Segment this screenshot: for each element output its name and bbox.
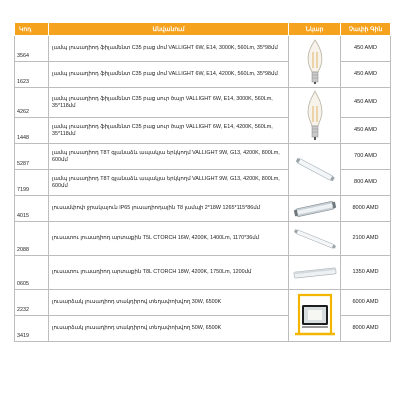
cell-code[interactable]: 7199 — [15, 170, 49, 196]
table-row[interactable] — [15, 290, 391, 316]
cell-name[interactable]: լամպ լուսադիոդ T8T գլանաձև ապակյա երկկողմ VALLIGHT 9W, G13, 4200K, 800Lm, 600մմ — [49, 144, 289, 170]
cell-price[interactable]: 6000 AMD — [341, 290, 391, 316]
cell-price[interactable]: 8000 AMD — [341, 196, 391, 222]
cell-name[interactable]: լուսամփոփ ջրակայուն IP65 լուսադիոդային T8 լամպի 2*18W 1265*115*86մմ — [49, 196, 289, 222]
cell-price[interactable]: 800 AMD — [341, 170, 391, 196]
cell-name[interactable]: լուսարձակ լուսադիոդ տակդիրով տեղափոխվող 50W, 6500K — [49, 316, 289, 342]
cell-price[interactable]: 450 AMD — [341, 118, 391, 144]
cell-price[interactable]: 450 AMD — [341, 88, 391, 118]
header-code[interactable]: Կոդ — [15, 23, 49, 36]
cell-price[interactable]: 700 AMD — [341, 144, 391, 170]
cell-price[interactable]: 1350 AMD — [341, 256, 391, 290]
header-price[interactable]: Չափի Գին — [341, 23, 391, 36]
price-table — [14, 22, 391, 342]
cell-name[interactable]: լամպ լուսադիոդ ֆիլամենտ C35 բաց մոմ VALLIGHT 6W, E14, 3000K, 560Lm, 35*98մմ — [49, 36, 289, 62]
cell-picture — [289, 290, 341, 342]
cell-name[interactable]: լուսարձակ լուսադիոդ տակդիրով տեղափոխվող 30W, 6500K — [49, 290, 289, 316]
cell-name[interactable]: լամպ լուսադիոդ ֆիլամենտ C35 բաց սուր ծայր VALLIGHT 6W, E14, 3000K, 560Lm, 35*118մմ — [49, 88, 289, 118]
cell-code[interactable]: 3419 — [15, 316, 49, 342]
header-name[interactable]: Անվանում — [49, 23, 289, 36]
table-row[interactable] — [15, 196, 391, 222]
cell-price[interactable]: 450 AMD — [341, 36, 391, 62]
cell-picture — [289, 222, 341, 256]
cell-code[interactable]: 4262 — [15, 88, 49, 118]
cell-name[interactable]: լամպ լուսադիոդ ֆիլամենտ C35 բաց մոմ VALLIGHT 6W, E14, 4200K, 560Lm, 35*98մմ — [49, 62, 289, 88]
filament-pointed-tip-bulb-icon — [289, 90, 340, 142]
cell-code[interactable]: 1448 — [15, 118, 49, 144]
cell-picture — [289, 196, 341, 222]
cell-name[interactable]: լուսատու լուսադիոդ արտաքին T5L CTORCH 16W, 4200K, 1400Lm, 1170*36մմ — [49, 222, 289, 256]
header-row — [15, 23, 391, 36]
cell-code[interactable]: 1623 — [15, 62, 49, 88]
table-row[interactable] — [15, 222, 391, 256]
led-batten-icon — [289, 258, 340, 288]
cell-name[interactable]: լամպ լուսադիոդ ֆիլամենտ C35 բաց սուր ծայր VALLIGHT 6W, E14, 4200K, 560Lm, 35*118մմ — [49, 118, 289, 144]
filament-candle-bulb-icon — [289, 38, 340, 86]
cell-picture — [289, 144, 341, 196]
cell-picture — [289, 36, 341, 88]
cell-code[interactable]: 4015 — [15, 196, 49, 222]
cell-picture — [289, 256, 341, 290]
waterproof-fixture-icon — [289, 198, 340, 220]
cell-name[interactable]: լուսատու լուսադիոդ արտաքին T8L CTORCH 18W, 4200K, 1750Lm, 1200մմ — [49, 256, 289, 290]
cell-price[interactable]: 2100 AMD — [341, 222, 391, 256]
cell-name[interactable]: լամպ լուսադիոդ T8T գլանաձև ապակյա երկկողմ VALLIGHT 9W, G13, 4200K, 800Lm, 600մմ — [49, 170, 289, 196]
table-row[interactable] — [15, 88, 391, 118]
cell-price[interactable]: 8000 AMD — [341, 316, 391, 342]
led-tube-icon — [289, 148, 340, 192]
cell-code[interactable]: 2088 — [15, 222, 49, 256]
table-row[interactable] — [15, 256, 391, 290]
cell-code[interactable]: 3564 — [15, 36, 49, 62]
cell-code[interactable]: 2232 — [15, 290, 49, 316]
cell-code[interactable]: 5287 — [15, 144, 49, 170]
price-list-sheet — [14, 22, 390, 342]
cell-code[interactable]: 0605 — [15, 256, 49, 290]
led-batten-icon — [289, 224, 340, 254]
header-picture[interactable]: Նկար — [289, 23, 341, 36]
table-row[interactable] — [15, 36, 391, 62]
cell-picture — [289, 88, 341, 144]
portable-floodlight-icon — [289, 293, 340, 339]
table-row[interactable] — [15, 144, 391, 170]
cell-price[interactable]: 450 AMD — [341, 62, 391, 88]
